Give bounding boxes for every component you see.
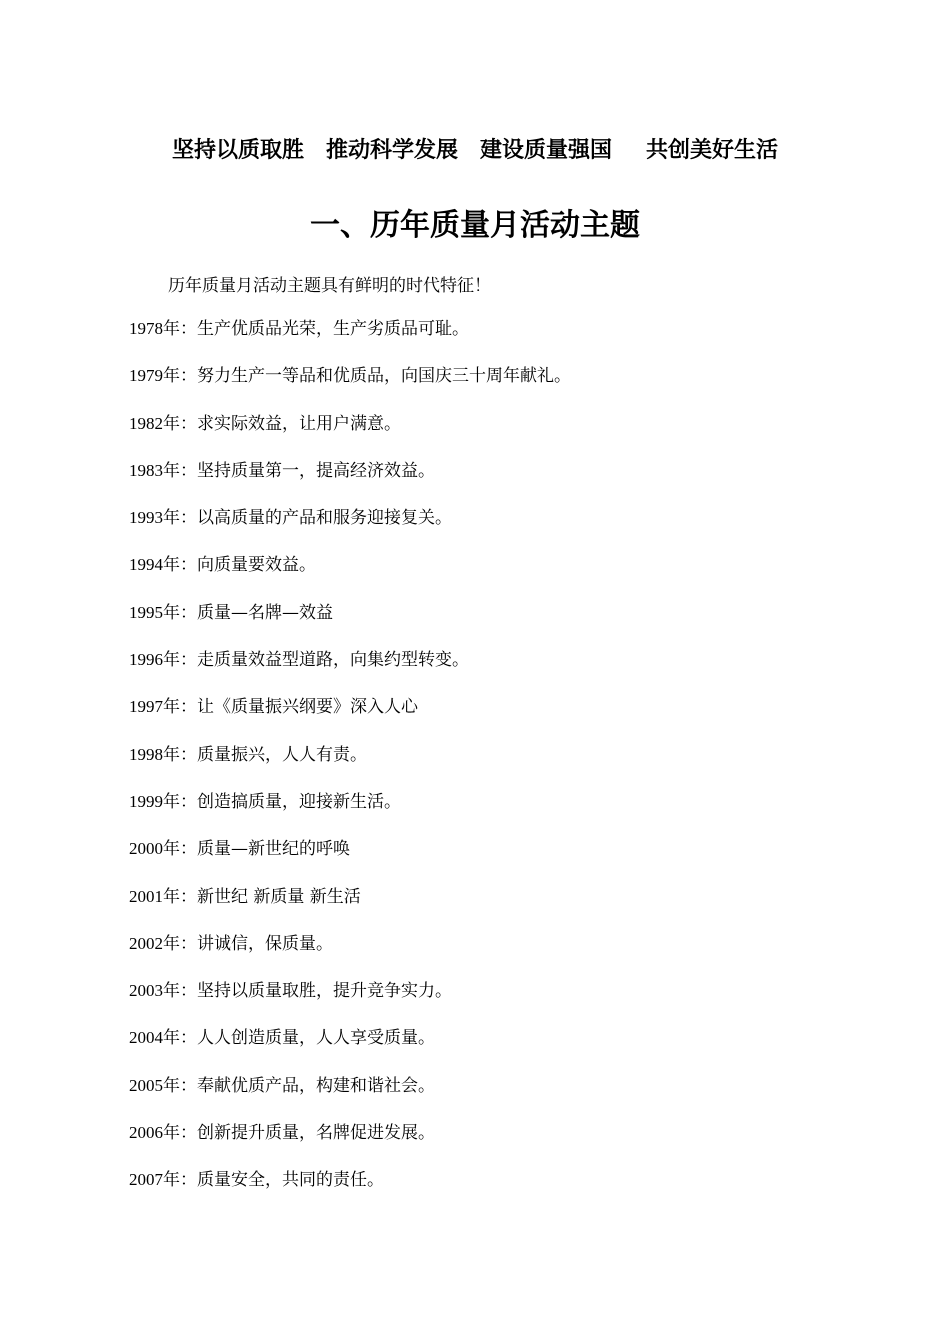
theme-text: 坚持质量第一，提高经济效益。 [197, 460, 435, 481]
theme-text: 质量安全，共同的责任。 [197, 1170, 384, 1191]
list-item [129, 738, 571, 785]
theme-year: 1994 [129, 555, 163, 575]
list-item [129, 643, 571, 690]
list-item [129, 832, 571, 879]
theme-text: 生产优质品光荣，生产劣质品可耻。 [197, 319, 469, 339]
list-item [129, 501, 571, 548]
list-item [129, 407, 571, 454]
theme-year: 1983 [129, 460, 163, 480]
theme-year: 1993 [129, 508, 163, 528]
year-suffix: 年： [163, 697, 197, 718]
section-heading: 一、历年质量月活动主题 [310, 208, 640, 243]
list-item [129, 880, 571, 927]
year-suffix: 年： [163, 744, 197, 765]
year-suffix: 年： [163, 1028, 197, 1049]
theme-text: 奉献优质产品，构建和谐社会。 [197, 1075, 435, 1096]
slogan-part: 建设质量强国 [480, 137, 613, 163]
list-item [129, 690, 571, 737]
list-item [129, 927, 571, 974]
year-suffix: 年： [163, 555, 197, 576]
year-suffix: 年： [163, 650, 197, 671]
year-suffix: 年： [163, 839, 197, 860]
theme-year: 1996 [129, 650, 163, 670]
year-suffix: 年： [163, 366, 197, 387]
theme-text: 创造搞质量，迎接新生活。 [197, 791, 401, 812]
theme-year: 2003 [129, 981, 163, 1001]
list-item [129, 974, 571, 1021]
theme-text: 创新提升质量，名牌促进发展。 [197, 1123, 435, 1144]
year-suffix: 年： [163, 1123, 197, 1144]
year-suffix: 年： [163, 933, 197, 954]
theme-year: 2006 [129, 1123, 163, 1143]
theme-year: 1995 [129, 602, 163, 622]
theme-text: 新世纪 新质量 新生活 [197, 886, 361, 907]
theme-year: 1982 [129, 413, 163, 433]
list-item [129, 1163, 571, 1210]
theme-text: 讲诚信，保质量。 [197, 933, 333, 954]
theme-year: 2000 [129, 839, 163, 859]
list-item [129, 596, 571, 643]
year-suffix: 年： [163, 319, 197, 339]
theme-year: 2005 [129, 1075, 163, 1095]
year-suffix: 年： [163, 1170, 197, 1191]
year-suffix: 年： [163, 981, 197, 1002]
theme-year: 1978 [129, 319, 163, 338]
theme-text: 质量振兴，人人有责。 [197, 744, 367, 765]
slogan-part: 坚持以质取胜 [171, 137, 304, 163]
year-suffix: 年： [163, 1075, 197, 1096]
list-item [129, 1116, 571, 1163]
theme-year: 2002 [129, 933, 163, 953]
theme-text: 努力生产一等品和优质品，向国庆三十周年献礼。 [197, 366, 571, 387]
list-item [129, 785, 571, 832]
theme-year: 2004 [129, 1028, 163, 1048]
theme-text: 以高质量的产品和服务迎接复关。 [197, 508, 452, 529]
theme-year: 2007 [129, 1170, 163, 1190]
slogan-part: 推动科学发展 [325, 137, 458, 163]
list-item [129, 312, 571, 359]
year-suffix: 年： [163, 886, 197, 907]
year-suffix: 年： [163, 413, 197, 434]
slogan-part: 共创美好生活 [646, 137, 779, 163]
list-item [129, 1069, 571, 1116]
theme-text: 求实际效益，让用户满意。 [197, 413, 401, 434]
theme-year: 2001 [129, 886, 163, 906]
slogan-line [0, 133, 950, 164]
list-item [129, 548, 571, 595]
theme-year: 1999 [129, 791, 163, 811]
theme-text: 质量—新世纪的呼唤 [197, 839, 350, 860]
theme-text: 人人创造质量，人人享受质量。 [197, 1028, 435, 1049]
theme-text: 让《质量振兴纲要》深入人心 [197, 697, 418, 718]
year-suffix: 年： [163, 791, 197, 812]
theme-text: 质量—名牌—效益 [197, 602, 333, 623]
theme-text: 坚持以质量取胜，提升竞争实力。 [197, 981, 452, 1002]
theme-year: 1979 [129, 366, 163, 386]
list-item [129, 359, 571, 406]
year-suffix: 年： [163, 602, 197, 623]
theme-year: 1997 [129, 697, 163, 717]
list-item [129, 1021, 571, 1068]
list-item [129, 454, 571, 501]
year-suffix: 年： [163, 508, 197, 529]
theme-year: 1998 [129, 744, 163, 764]
theme-text: 走质量效益型道路，向集约型转变。 [197, 650, 469, 671]
theme-list [129, 312, 571, 1211]
intro-text: 历年质量月活动主题具有鲜明的时代特征！ [168, 276, 491, 296]
theme-text: 向质量要效益。 [197, 555, 316, 576]
year-suffix: 年： [163, 460, 197, 481]
